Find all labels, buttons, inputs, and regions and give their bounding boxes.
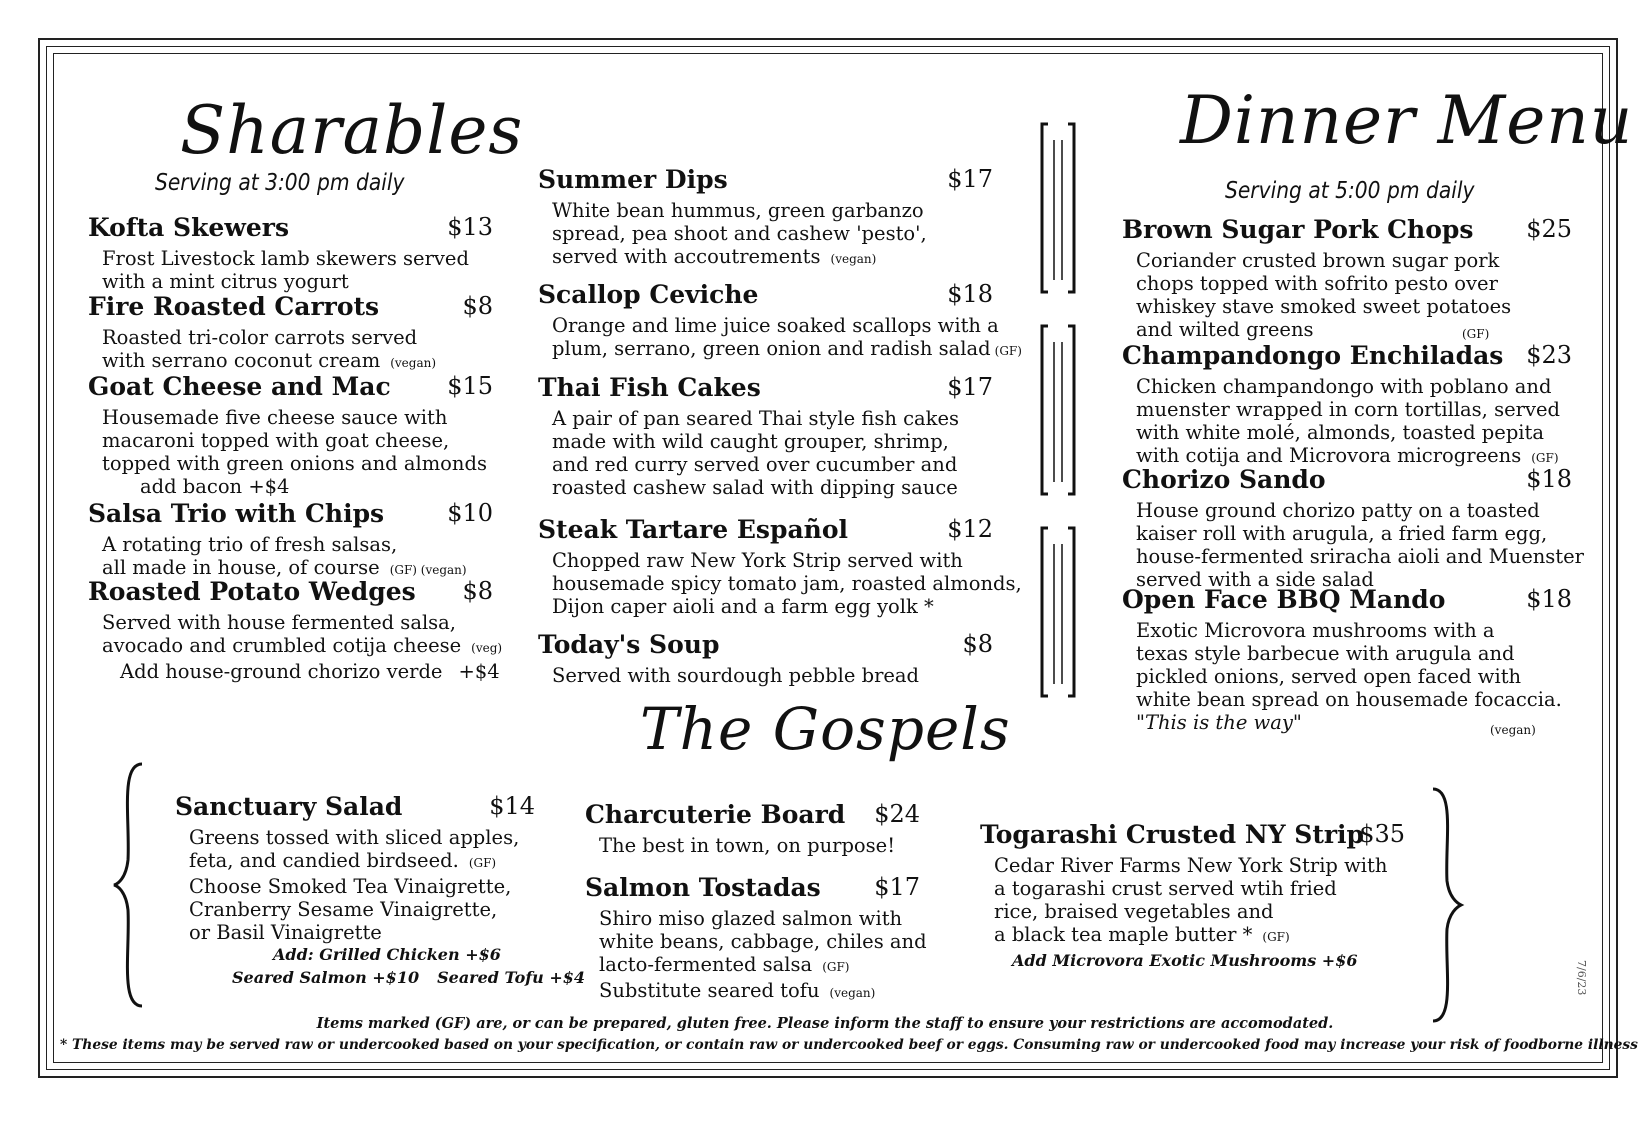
- item-name: Steak Tartare Español: [538, 515, 848, 544]
- item-price: $35: [1359, 820, 1405, 848]
- item-name: Thai Fish Cakes: [538, 373, 761, 402]
- diet-tag: (vegan): [829, 986, 876, 1000]
- item-name: Kofta Skewers: [88, 213, 290, 242]
- menu-item: [538, 373, 993, 499]
- item-description: Chopped raw New York Strip served with housemade spicy tomato jam, roasted almonds, Dijon caper aioli and a farm egg yolk *: [552, 549, 1022, 618]
- item-description: Greens tossed with sliced apples, feta, and candied birdseed. (GF) Choose Smoked Tea Vinaigrette, Cranberry Sesame Vinaigrette, or Basil Vinaigrette: [189, 826, 520, 944]
- item-description: Served with sourdough pebble bread: [552, 664, 920, 687]
- item-price: $8: [962, 630, 993, 658]
- diet-tag: (GF): [1531, 451, 1559, 465]
- gospels-title: The Gospels: [640, 695, 1011, 763]
- item-name: Salsa Trio with Chips: [88, 499, 385, 528]
- item-name: Chorizo Sando: [1122, 465, 1326, 494]
- diet-tag: (GF) (vegan): [389, 563, 467, 577]
- item-description: Chicken champandongo with poblano and muenster wrapped in corn tortillas, served with white molé, almonds, toasted pepita with cotija and Microvora microgreens (GF): [1136, 375, 1560, 467]
- diet-tag: (GF): [1462, 327, 1490, 341]
- menu-item: [1122, 585, 1572, 737]
- item-price: $18: [1526, 585, 1572, 613]
- addon: Seared Tofu +$4: [437, 968, 586, 987]
- menu-item: [538, 165, 993, 271]
- menu-item: [538, 630, 993, 687]
- item-description: Roasted tri-color carrots served with serrano coconut cream (vegan): [102, 326, 437, 372]
- menu-item: [88, 292, 493, 375]
- item-description: A rotating trio of fresh salsas, all made in house, of course (GF) (vegan): [102, 533, 467, 579]
- menu-item: [175, 792, 586, 990]
- menu-item: [88, 499, 493, 582]
- diet-tag: (veg): [471, 641, 503, 655]
- addon: Add house-ground chorizo verde: [120, 660, 443, 683]
- item-price: $25: [1526, 215, 1572, 243]
- addon: Add: Grilled Chicken +$6: [273, 945, 501, 964]
- addon: Seared Salmon +$10: [232, 968, 420, 987]
- menu-item: [585, 800, 920, 857]
- menu-item: [88, 213, 493, 293]
- item-name: Salmon Tostadas: [585, 873, 821, 902]
- item-quote: "This is the way": [1136, 711, 1302, 734]
- item-price: $24: [874, 800, 920, 828]
- menu-item: [1122, 215, 1572, 341]
- item-name: Goat Cheese and Mac: [88, 372, 391, 401]
- item-description: House ground chorizo patty on a toasted kaiser roll with arugula, a fried farm egg, house-fermented sriracha aioli and Muenster served with a side salad: [1136, 499, 1585, 591]
- menu-item: [538, 515, 1022, 618]
- item-description: Cedar River Farms New York Strip with a togarashi crust served wtih fried rice, braised vegetables and a black tea maple butter * (GF): [994, 854, 1388, 946]
- item-price: $8: [462, 292, 493, 320]
- item-name: Summer Dips: [538, 165, 728, 194]
- item-price: $17: [947, 373, 993, 401]
- item-name: Scallop Ceviche: [538, 280, 759, 309]
- item-description: A pair of pan seared Thai style fish cakes made with wild caught grouper, shrimp, and red curry served over cucumber and roasted cashew salad with dipping sauce: [552, 407, 960, 499]
- addon-price: +$4: [458, 660, 500, 683]
- diet-tag: (vegan): [390, 356, 437, 370]
- raw-food-disclaimer: * These items may be served raw or undercooked based on your specification, or contain raw or undercooked beef or eggs. Consuming raw or undercooked food may increase your risk of foodborne illness: [60, 1037, 1638, 1053]
- diet-tag: (GF): [468, 856, 497, 870]
- item-name: Open Face BBQ Mando: [1122, 585, 1446, 614]
- gluten-free-note: Items marked (GF) are, or can be prepared, gluten free. Please inform the staff to ensure your restrictions are accomodated.: [316, 1015, 1334, 1032]
- menu-item: [1122, 341, 1572, 470]
- sharables-title: Sharables: [180, 92, 524, 169]
- item-description: Shiro miso glazed salmon with white beans, cabbage, chiles and lacto-fermented salsa (GF) Substitute seared tofu (vegan): [599, 907, 927, 1002]
- item-name: Sanctuary Salad: [175, 792, 403, 821]
- item-name: Charcuterie Board: [585, 800, 846, 829]
- item-price: $18: [1526, 465, 1572, 493]
- item-name: Champandongo Enchiladas: [1122, 341, 1504, 370]
- item-price: $8: [462, 577, 493, 605]
- sharables-serving-time: Serving at 3:00 pm daily: [155, 170, 405, 196]
- left-brace-icon: [110, 760, 150, 1010]
- item-description: White bean hummus, green garbanzo spread, pea shoot and cashew 'pesto', served with accoutrements (vegan): [552, 199, 927, 268]
- divider-ornament-icon: [1038, 120, 1078, 700]
- item-name: Roasted Potato Wedges: [88, 577, 416, 606]
- menu-item: [538, 280, 1022, 363]
- item-name: Togarashi Crusted NY Strip: [980, 820, 1365, 849]
- item-description: Exotic Microvora mushrooms with a texas style barbecue with arugula and pickled onions, served open faced with white bean spread on housemade focaccia. "This is the way" (vegan): [1122, 619, 1572, 734]
- item-price: $17: [874, 873, 920, 901]
- item-price: $12: [947, 515, 993, 543]
- item-description: Orange and lime juice soaked scallops with a plum, serrano, green onion and radish salad (GF): [552, 314, 1022, 360]
- diet-tag: (GF): [822, 960, 850, 974]
- item-price: $18: [947, 280, 993, 308]
- menu-item: [980, 820, 1405, 973]
- item-description: The best in town, on purpose!: [599, 834, 896, 857]
- item-name: Brown Sugar Pork Chops: [1122, 215, 1474, 244]
- menu-item: [88, 372, 493, 498]
- menu-item: [1122, 465, 1585, 591]
- dinner-menu-title: Dinner Menu: [1180, 82, 1634, 159]
- item-price: $15: [447, 372, 493, 400]
- item-price: $13: [447, 213, 493, 241]
- addon: add bacon +$4: [140, 475, 290, 498]
- dinner-serving-time: Serving at 5:00 pm daily: [1225, 178, 1475, 204]
- diet-tag: (vegan): [1490, 723, 1536, 737]
- diet-tag: (GF): [1262, 930, 1290, 944]
- item-price: $17: [947, 165, 993, 193]
- addon: Add Microvora Exotic Mushrooms +$6: [1012, 951, 1358, 970]
- diet-tag: (vegan): [830, 252, 877, 266]
- item-description: Housemade five cheese sauce with macaroni topped with goat cheese, topped with green onions and almonds add bacon +$4: [88, 406, 493, 498]
- print-date: 7/6/23: [1575, 960, 1588, 996]
- menu-item: [585, 873, 927, 1005]
- item-price: $10: [447, 499, 493, 527]
- item-description: Served with house fermented salsa, avocado and crumbled cotija cheese (veg) Add house-ground chorizo verde +$4: [102, 611, 503, 683]
- item-name: Fire Roasted Carrots: [88, 292, 380, 321]
- item-name: Today's Soup: [538, 630, 720, 659]
- right-brace-icon: [1425, 785, 1465, 1025]
- item-price: $23: [1526, 341, 1572, 369]
- diet-tag: (GF): [994, 344, 1022, 358]
- item-description: Frost Livestock lamb skewers served with a mint citrus yogurt: [102, 247, 469, 293]
- item-price: $14: [489, 792, 535, 820]
- menu-item: [88, 577, 503, 683]
- item-description: Coriander crusted brown sugar pork chops topped with sofrito pesto over whiskey stave smoked sweet potatoes and wilted greens (GF): [1122, 249, 1572, 341]
